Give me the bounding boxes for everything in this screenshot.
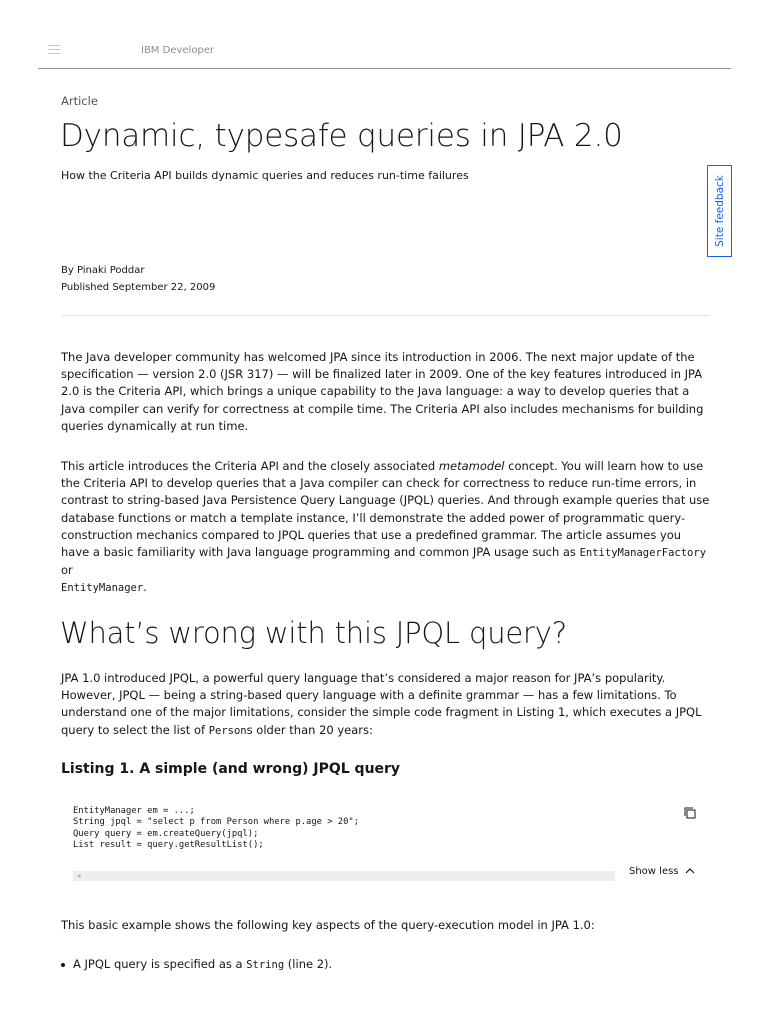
horizontal-scrollbar[interactable] [73,871,615,881]
code-listing [73,806,633,852]
intro-paragraph-2: This article introduces the Criteria API and the closely associated metamodel concept. You will learn how to use the Criteria API to develop queries that a Java compiler can check for correctness to reduce run-time errors, in contrast to string-based Java Persistence Query Language (JPQL) queries. And through example queries that use database functions or match a template instance, I’ll demonstrate the added power of programmatic query-construction mechanics compared to JPQL queries that use a predefined grammar. The article assumes you have a basic familiarity with Java language programming and common JPA usage such as EntityManagerFactory or EntityManager. [61,459,710,595]
inline-code-entitymanager: EntityManager [61,582,144,595]
code-line: List result = query.getResultList(); [73,840,264,851]
copy-icon[interactable] [683,805,697,819]
divider [61,315,709,316]
code-line: String jpql = "select p from Person where p.age > 20"; [73,817,359,828]
code-line: EntityManager em = ...; [73,806,195,816]
section-heading: What’s wrong with this JPQL query? [60,616,567,650]
publish-date: Published September 22, 2009 [61,282,216,293]
intro-paragraph-1: The Java developer community has welcomed JPA since its introduction in 2006. The next major update of the specification — version 2.0 (JSR 317) — will be finalized later in 2009. One of the key features introduced in JPA 2.0 is the Criteria API, which brings a unique capability to the Java language: a way to develop queries that a Java compiler can verify for correctness at compile time. The Criteria API also includes mechanisms for building queries dynamically at run time. [61,350,704,433]
page-subtitle: How the Criteria API builds dynamic queries and reduces run-time failures [61,169,469,182]
author-byline: By Pinaki Poddar [61,265,145,276]
code-line: Query query = em.createQuery(jpql); [73,828,259,839]
show-less-button[interactable] [629,866,695,877]
scroll-left-icon[interactable]: ◂ [77,872,81,880]
inline-code-string: String [246,959,285,971]
metamodel-term: metamodel [438,459,505,473]
site-feedback-label: Site feedback [713,175,726,247]
chevron-up-icon [685,867,695,875]
inline-code-person: Person [208,724,247,737]
hamburger-menu-icon[interactable] [48,45,60,55]
bullet-dot [61,963,65,967]
article-type-label: Article [61,94,98,108]
section-paragraph-2: This basic example shows the following key aspects of the query-execution model in JPA 1.0: [61,918,595,932]
brand-link[interactable]: IBM Developer [141,45,215,56]
show-less-label: Show less [629,866,679,877]
top-navigation-bar [38,36,731,69]
site-feedback-button[interactable] [707,165,732,257]
inline-code-entitymanagerfactory: EntityManagerFactory [579,547,707,560]
listing-title: Listing 1. A simple (and wrong) JPQL query [61,761,401,777]
section-paragraph-1: JPA 1.0 introduced JPQL, a powerful query language that’s considered a major reason for JPA’s popularity. However, JPQL — being a string-based query language with a definite grammar — has a few limitations. To understand one of the major limitations, consider the simple code fragment in Listing 1, which executes a JPQL query to select the list of Persons older than 20 years: [61,671,702,737]
page-title: Dynamic, typesafe queries in JPA 2.0 [60,118,623,154]
list-item: A JPQL query is specified as a String (line 2). [61,957,332,971]
